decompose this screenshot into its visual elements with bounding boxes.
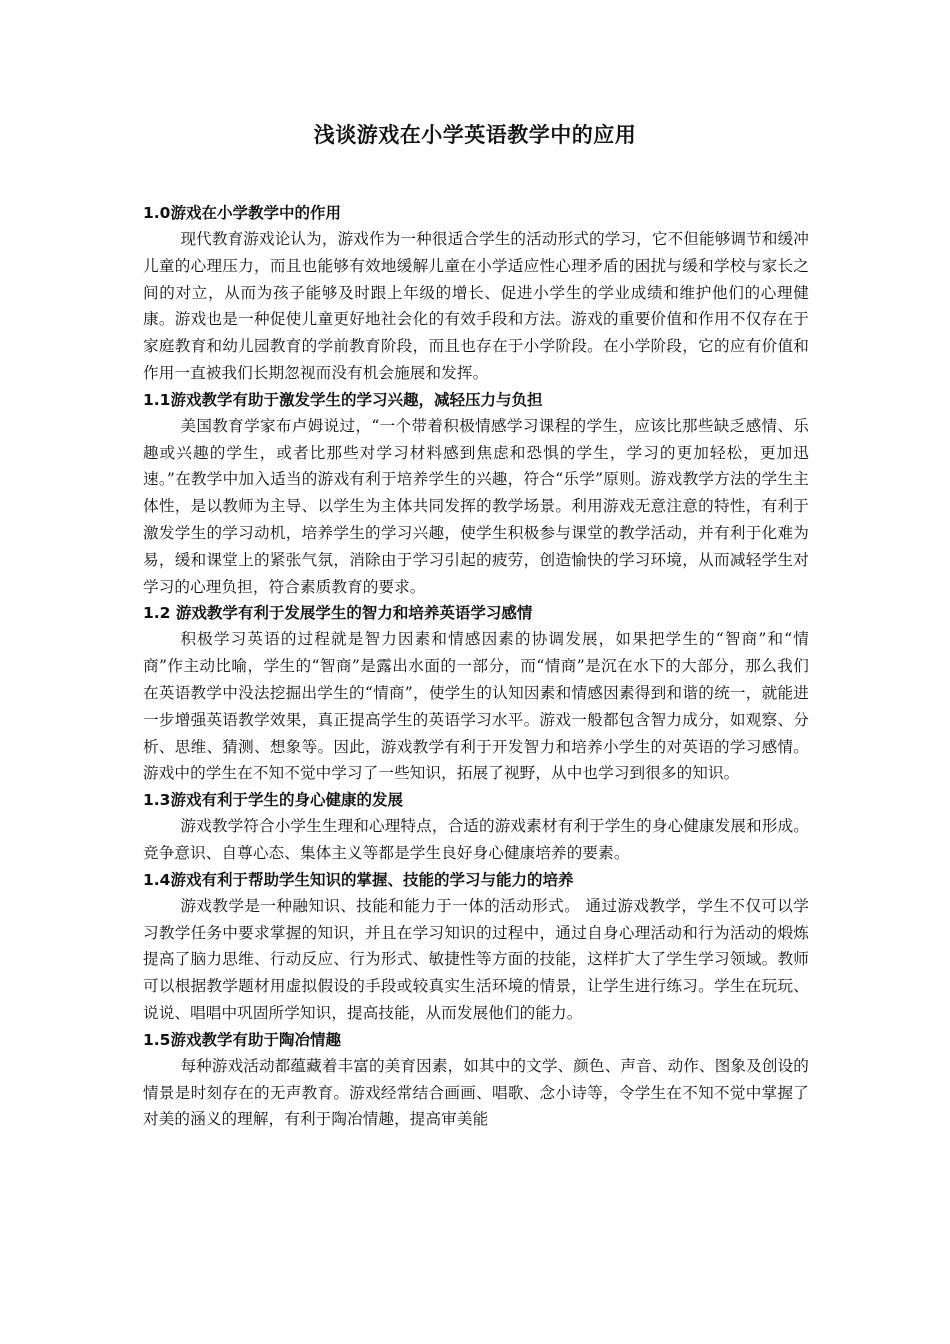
section-heading-1-3: 1.3游戏有利于学生的身心健康的发展 [143,791,403,810]
section-heading-1-1: 1.1游戏教学有助于激发学生的学习兴趣，减轻压力与负担 [143,390,543,409]
document-body [143,200,809,1133]
section-heading-1-4: 1.4游戏有利于帮助学生知识的掌握、技能的学习与能力的培养 [143,870,574,889]
section-paragraph-1-5: 每种游戏活动都蕴藏着丰富的美育因素，如其中的文学、颜色、声音、动作、图象及创设的情景是时刻存在的无声教育。游戏经常结合画画、唱歌、念小诗等，令学生在不知不觉中掌握了对美的涵义的理解，有利于陶冶情趣，提高审美能 [143,1056,809,1129]
section-heading-1-0: 1.0游戏在小学教学中的作用 [143,204,341,222]
section-heading-1-2: 1.2 游戏教学有利于发展学生的智力和培养英语学习感情 [143,604,533,623]
section-heading-1-5: 1.5游戏教学有助于陶冶情趣 [143,1030,341,1049]
document-title: 浅谈游戏在小学英语教学中的应用 [313,123,637,147]
section-paragraph-1-4: 游戏教学是一种融知识、技能和能力于一体的活动形式。 通过游戏教学，学生不仅可以学习教学任务中要求掌握的知识，并且在学习知识的过程中，通过自身心理活动和行为活动的煅炼提高了脑力思维、行动反应、行为形式、敏捷性等方面的技能，这样扩大了学生学习领域。教师可以根据教学题材用虚拟假设的手段或较真实生活环境的情景，让学生进行练习。学生在玩玩、说说、唱唱中巩固所学知识，提高技能，从而发展他们的能力。 [143,896,809,1022]
section-paragraph-1-0: 现代教育游戏论认为，游戏作为一种很适合学生的活动形式的学习，它不但能够调节和缓冲儿童的心理压力，而且也能够有效地缓解儿童在小学适应性心理矛盾的困扰与缓和学校与家长之间的对立，从而为孩子能够及时跟上年级的增长、促进小学生的学业成绩和维护他们的心理健康。游戏也是一种促使儿童更好地社会化的有效手段和方法。游戏的重要价值和作用不仅存在于家庭教育和幼儿园教育的学前教育阶段，而且也存在于小学阶段。在小学阶段，它的应有价值和作用一直被我们长期忽视而没有机会施展和发挥。 [143,230,809,382]
section-paragraph-1-2: 积极学习英语的过程就是智力因素和情感因素的协调发展，如果把学生的“智商”和“情商”作主动比喻，学生的“智商”是露出水面的一部分，而“情商”是沉在水下的大部分，那么我们在英语教学中没法挖掘出学生的“情商”，使学生的认知因素和情感因素得到和谐的统一，就能进一步增强英语教学效果，真正提高学生的英语学习水平。游戏一般都包含智力成分，如观察、分析、思维、猜测、想象等。因此，游戏教学有利于开发智力和培养小学生的对英语的学习感情。游戏中的学生在不知不觉中学习了一些知识，拓展了视野，从中也学习到很多的知识。 [143,630,809,783]
section-paragraph-1-3: 游戏教学符合小学生生理和心理特点，合适的游戏素材有利于学生的身心健康发展和形成。竞争意识、自尊心态、集体主义等都是学生良好身心健康培养的要素。 [143,817,809,862]
section-paragraph-1-1: 美国教育学家布卢姆说过，“一个带着积极情感学习课程的学生，应该比那些缺乏感情、乐趣或兴趣的学生，或者比那些对学习材料感到焦虑和恐惧的学生，学习的更加轻松，更加迅速。”在教学中加入适当的游戏有利于培养学生的兴趣，符合“乐学”原则。游戏教学方法的学生主体性，是以教师为主导、以学生为主体共同发挥的教学场景。利用游戏无意注意的特性，有利于激发学生的学习动机，培养学生的学习兴趣，使学生积极参与课堂的教学活动，并有利于化难为易，缓和课堂上的紧张气氛，消除由于学习引起的疲劳，创造愉快的学习环境，从而减轻学生对学习的心理负担，符合素质教育的要求。 [143,416,809,596]
